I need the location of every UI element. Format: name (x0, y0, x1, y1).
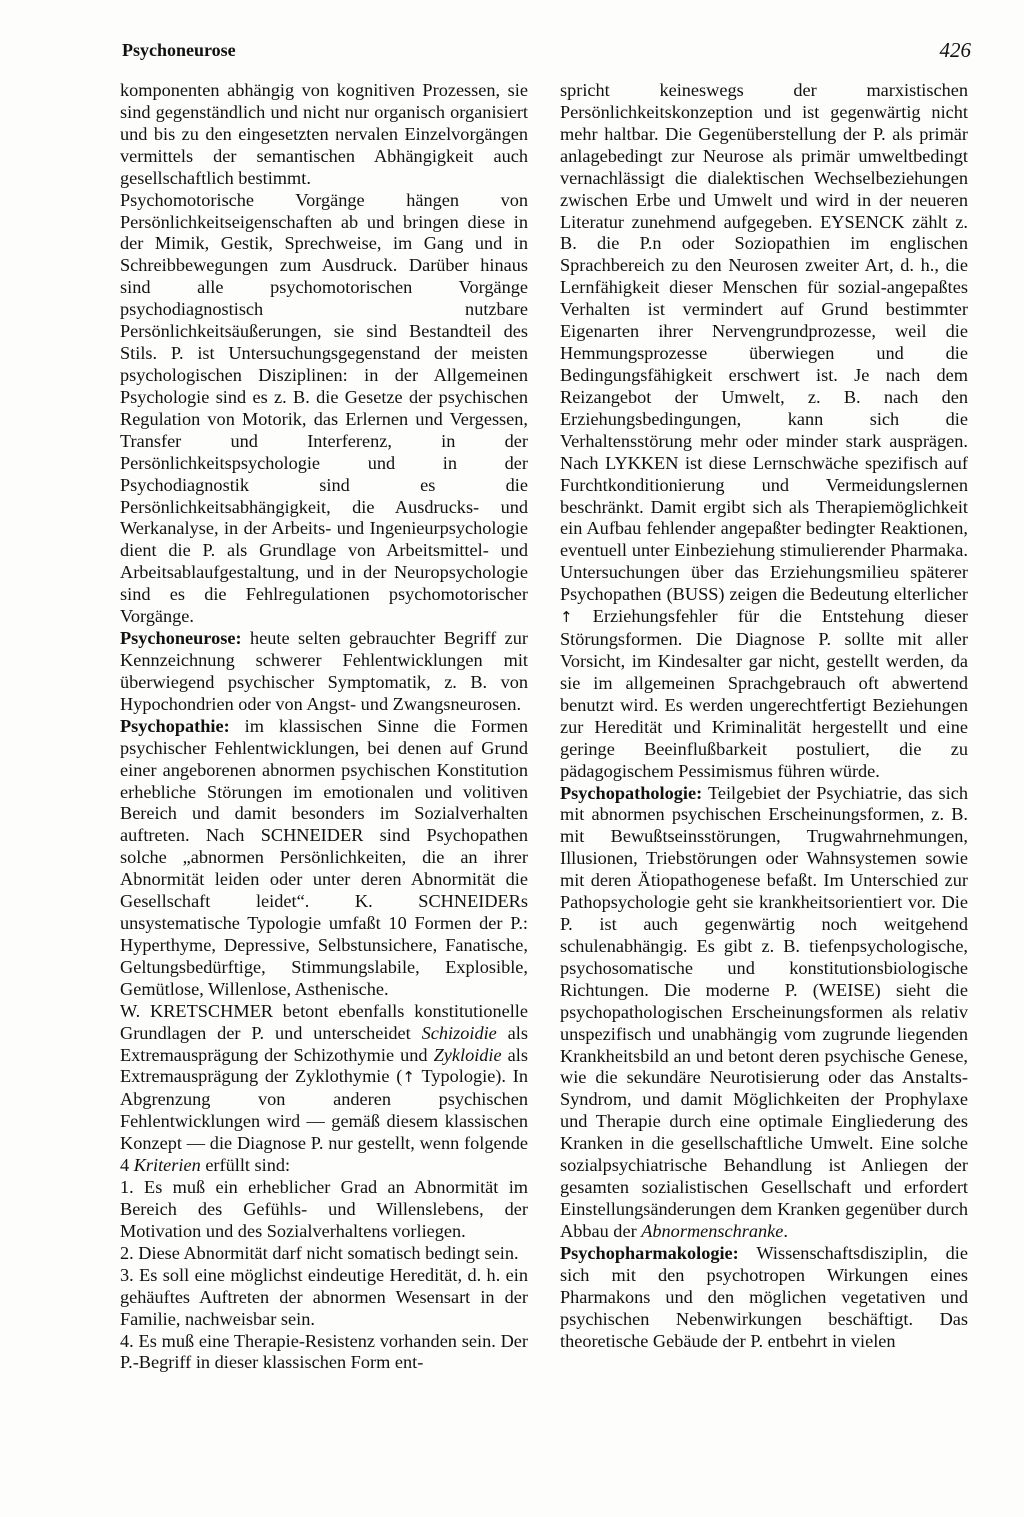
entry-psychopharmakologie (560, 1243, 968, 1353)
right-column (560, 80, 968, 1352)
criterion-item: 1. Es muß ein erheblicher Grad an Abnormität im Bereich des Gefühls- und Willenslebens, der Motivation und des Sozialverhaltens vorliegen. (120, 1177, 528, 1241)
running-header-title: Psychoneurose (122, 40, 236, 60)
entry-definition: heute selten gebrauchter Begriff zur Kennzeichnung schwerer Fehlentwicklungen mit überwiegend psychischer Symptomatik, z. B. von Hypochondrien oder von Angst- und Zwangsneurosen. (120, 628, 528, 714)
entry-term: Psychopharmakologie: (560, 1242, 739, 1263)
text-run: Typologie). In Abgrenzung von anderen psychischen Fehlentwicklungen wird — gemäß diesem klassischen Konzept — die Diagnose P. nur gestellt, wenn folgende 4 (120, 1066, 529, 1176)
left-column (120, 80, 528, 1374)
text-run: als Extremausprägung der Zyklothymie ( (120, 1044, 528, 1087)
italic-term-abnormenschranke: Abnormenschranke (641, 1220, 784, 1241)
entry-psychopathie (120, 716, 528, 1001)
text-run: W. KRETSCHMER betont ebenfalls konstitutionelle Grundlagen der P. und unterscheidet (120, 1000, 528, 1043)
italic-term-kriterien: Kriterien (133, 1155, 201, 1176)
entry-term: Psychopathie: (120, 715, 230, 736)
text-run: Erziehungsfehler für die Entstehung dieser Störungsformen. Die Diagnose P. sollte mit aller Vorsicht, im Kindesalter gar nicht, gestellt werden, da sie im allgemeinen Sprachgebrauch oft abwertend benutzt wird. Es werden ungerechtfertigt Beziehungen zur Heredität und Kriminalität hergestellt und eine geringe Beeinflußbarkeit postuliert, die zu pädagogischem Pessimismus führen würde. (560, 606, 968, 781)
entry-definition: Teilgebiet der Psychiatrie, das sich mit abnormen psychischen Erscheinungsformen, z. B. mit Bewußtseinsstörungen, Trugwahrnehmungen, Illusionen, Triebstörungen oder Wahnsystemen sowie mit deren Ätiopathogenese befaßt. Im Unterschied zur Pathopsychologie geht sie krankheitsorientiert vor. Die P. ist auch gegenwärtig noch weitgehend schulenabhängig. Es gibt z. B. tiefenpsychologische, psychosomatische und konstitutionsbiologische Richtungen. Die moderne P. (WEISE) sieht die psychopathologischen Erscheinungsformen als relativ unspezifisch und unabhängig vom zugrunde liegenden Krankheitsbild an und betont deren psychische Genese, wie die sekundäre Neurotisierung oder das Anstalts-Syndrom, und damit Möglichkeiten der Prophylaxe und Therapie durch eine optimale Eingliederung des Kranken in die gesellschaftliche Umwelt. Eine solche sozialpsychiatrische Behandlung ist Anliegen der gesamten sozialistischen Gesellschaft und erfordert Einstellungsänderungen dem Kranken gegenüber durch Abbau der (560, 782, 968, 1241)
cross-reference-arrow-icon: ↑ (402, 1068, 415, 1087)
text-run: erfüllt sind: (200, 1155, 291, 1176)
paragraph-kretschmer (120, 1001, 528, 1177)
entry-term: Psychopathologie: (560, 782, 703, 803)
entry-term: Psychoneurose: (120, 628, 242, 649)
italic-term-schizoidie: Schizoidie (421, 1022, 497, 1043)
paragraph-continuation: komponenten abhängig von kognitiven Prozessen, sie sind gegenständlich und nicht nur organisch organisiert und bis zu den eingesetzten nervalen Einzelvorgängen vermittels der semantischen Abhängigkeit auch gesellschaftlich bestimmt. (120, 80, 528, 188)
page-number: 426 (939, 38, 971, 62)
entry-psychoneurose (120, 628, 528, 716)
text-run: spricht keineswegs der marxistischen Persönlichkeitskonzeption und ist gegenwärtig nicht mehr haltbar. Die Gegenüberstellung der P. als primär anlagebedingt zur Neurose als primär umweltbedingt vernachlässigt die dialektischen Wechselbeziehungen zwischen Erbe und Umwelt und wird in der neueren Literatur zunehmend aufgegeben. EYSENCK zählt z. B. die P.n oder Soziopathien im englischen Sprachbereich zu den Neurosen zweiter Art, d. h., die Lernfähigkeit dieser Menschen für sozial-angepaßtes Verhalten ist vermindert auf Grund bestimmter Eigenarten ihrer Nervengrundprozesse, weil die Hemmungsprozesse überwiegen und die Bedingungsfähigkeit erschwert ist. Je nach dem Reizangebot der Umwelt, z. B. nach den Erziehungsbedingungen, kann sich die Verhaltensstörung mehr oder minder stark ausprägen. Nach LYKKEN ist diese Lernschwäche spezifisch auf Furchtkonditionierung und Vermeidungslernen beschränkt. Damit ergibt sich als Therapiemöglichkeit ein Aufbau fehlender angepaßter bedingter Reaktionen, eventuell unter Einbeziehung stimulierender Pharmaka. Untersuchungen über das Erziehungsmilieu späterer Psychopathen (BUSS) zeigen die Bedeutung elterlicher (560, 80, 968, 605)
italic-term-zykloidie: Zykloidie (433, 1044, 502, 1065)
entry-definition: Wissenschaftsdisziplin, die sich mit den psychotropen Wirkungen eines Pharmakons und den möglichen vegetativen und psychischen Nebenwirkungen beschäftigt. Das theoretische Gebäude der P. entbehrt in vielen (560, 1242, 968, 1351)
cross-reference-arrow-icon: ↑ (560, 608, 573, 627)
criterion-item: 2. Diese Abnormität darf nicht somatisch bedingt sein. (120, 1242, 519, 1263)
entry-definition: im klassischen Sinne die Formen psychischer Fehlentwicklungen, bei denen auf Grund einer angeborenen abnormen psychischen Konstitution erhebliche Störungen im emotionalen und volitiven Bereich und damit besonders im Sozialverhalten auftreten. Nach SCHNEIDER sind Psychopathen solche „abnormen Persönlichkeiten, die an ihrer Abnormität leiden oder unter deren Abnormität die Gesellschaft leidet“. K. SCHNEIDERs unsystematische Typologie umfaßt 10 Formen der P.: Hyperthyme, Depressive, Selbstunsichere, Fanatische, Geltungsbedürftige, Stimmungslabile, Explosible, Gemütlose, Willenlose, Asthenische. (120, 715, 528, 999)
paragraph-continuation (560, 80, 968, 783)
paragraph-psychomotorik: Psychomotorische Vorgänge hängen von Persönlichkeitseigenschaften ab und bringen diese in der Mimik, Gestik, Sprechweise, im Gang und in Schreibbewegungen zum Ausdruck. Darüber hinaus sind alle psychomotorischen Vorgänge psychodiagnostisch nutzbare Persönlichkeitsäußerungen, sie sind Bestandteil des Stils. P. ist Untersuchungsgegenstand der meisten psychologischen Disziplinen: in der Allgemeinen Psychologie sind es z. B. die Gesetze der psychischen Regulation von Motorik, das Erlernen und Vergessen, Transfer und Interferenz, in der Persönlichkeitspsychologie und in der Psychodiagnostik sind es die Persönlichkeitsabhängigkeit, die Ausdrucks- und Werkanalyse, in der Arbeits- und Ingenieurpsychologie dient die P. als Grundlage von Arbeitsmittel- und Arbeitsablaufgestaltung, und in der Neuropsychologie sind es die Fehlregulationen psychomotorischer Vorgänge. (120, 189, 528, 627)
criterion-item: 4. Es muß eine Therapie-Resistenz vorhanden sein. Der P.-Begriff in dieser klassischen Form ent- (120, 1330, 528, 1373)
entry-psychopathologie (560, 783, 968, 1243)
text-run: als Extremausprägung der Schizothymie und (120, 1022, 528, 1065)
criterion-item: 3. Es soll eine möglichst eindeutige Heredität, d. h. ein gehäuftes Auftreten der abnormen Wesensart in der Familie, nachweisbar sein. (120, 1264, 528, 1329)
text-run: . (783, 1220, 788, 1241)
